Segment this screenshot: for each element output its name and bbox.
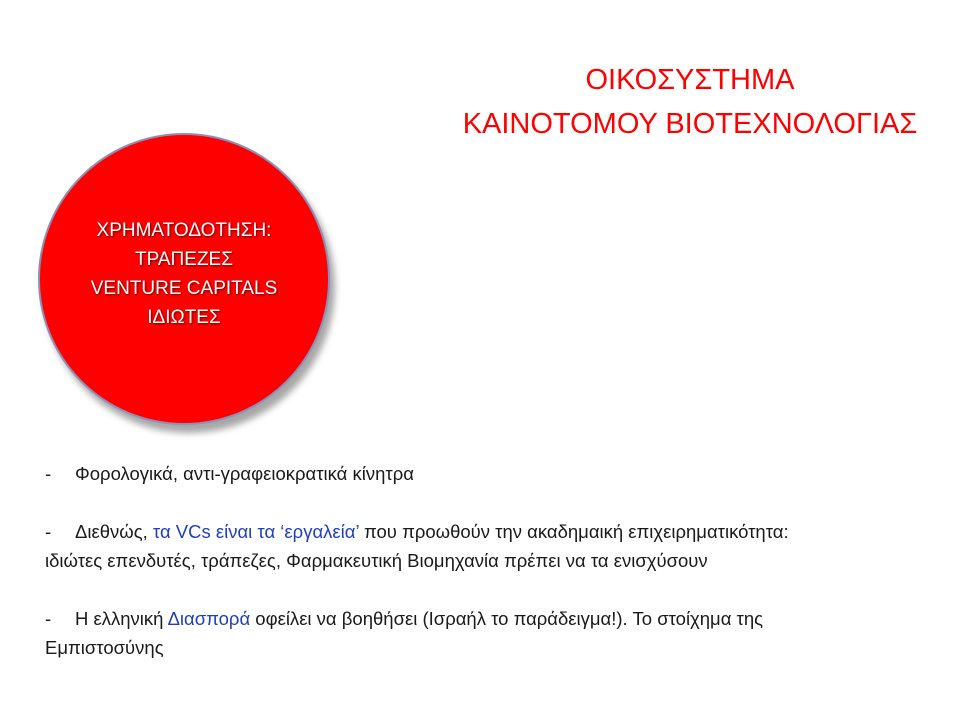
bullet-list	[45, 459, 950, 691]
bullet-3-post: οφείλει να βοηθήσει (Ισραήλ το παράδειγμα!). Το στοίχημα της	[250, 608, 764, 629]
circle-line-4: ΙΔΙΩΤΕΣ	[147, 307, 221, 328]
bullet-dash: -	[45, 521, 52, 542]
slide-title	[420, 58, 960, 146]
bullet-3-line-2: Εμπιστοσύνης	[45, 637, 164, 658]
bullet-2-highlight: τα VCs είναι τα ‘εργαλεία’	[152, 521, 359, 542]
circle-text	[38, 216, 330, 332]
bullet-3	[45, 604, 950, 662]
bullet-2	[45, 517, 950, 575]
circle-line-1: ΧΡΗΜΑΤΟΔΟΤΗΣΗ:	[96, 220, 272, 241]
bullet-2-line-2: ιδιώτες επενδυτές, τράπεζες, Φαρμακευτική Βιομηχανία πρέπει να τα ενισχύσουν	[45, 550, 708, 571]
bullet-2-pre: Διεθνώς,	[75, 521, 153, 542]
bullet-dash: -	[45, 608, 52, 629]
bullet-dash: -	[45, 463, 52, 484]
circle-line-3: VENTURE CAPITALS	[90, 278, 278, 299]
bullet-2-post: που προωθούν την ακαδημαική επιχειρηματικότητα:	[358, 521, 789, 542]
title-line-2: ΚΑΙΝΟΤΟΜΟΥ ΒΙΟΤΕΧΝΟΛΟΓΙΑΣ	[462, 108, 918, 140]
bullet-3-highlight: Διασπορά	[167, 608, 251, 629]
bullet-3-pre: Η ελληνική	[75, 608, 168, 629]
circle-line-2: ΤΡΑΠΕΖΕΣ	[135, 249, 233, 270]
title-line-1: ΟΙΚΟΣΥΣΤΗΜΑ	[585, 64, 795, 96]
bullet-1	[45, 459, 950, 488]
bullet-1-text: Φορολογικά, αντι-γραφειοκρατικά κίνητρα	[75, 463, 414, 484]
